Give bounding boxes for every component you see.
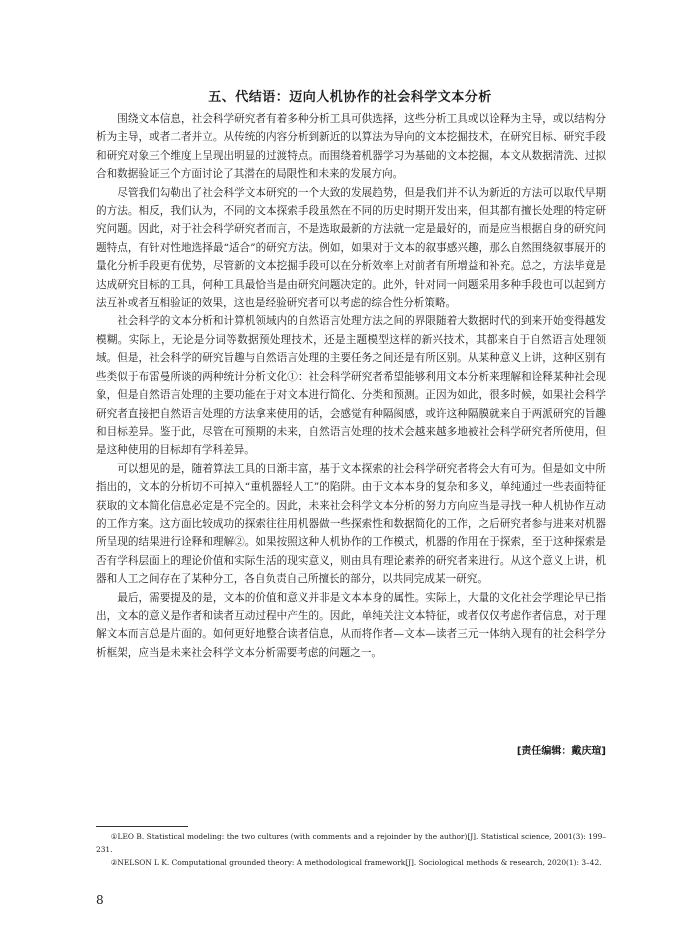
paragraph-2: 尽管我们勾勒出了社会科学文本研究的一个大致的发展趋势，但是我们并不认为新近的方法可以取代早期的方法。相反，我们认为，不同的文本探索手段虽然在不同的历史时期开发出来，但其都有擅长处理的特定研究问题。因此，对于社会科学研究者而言，不是选取最新的方法就一定是最好的，而是应当根据自身的研究问题特点，有针对性地选择最“适合”的研究方法。例如，如果对于文本的叙事感兴趣，那么自然围绕叙事展开的量化分析手段更有优势，尽管新的文本挖掘手段可以在分析效率上对前者有所增益和补充。总之，方法毕竟是达成研究目标的工具，何种工具最恰当是由研究问题决定的。此外，针对同一问题采用多种手段也可以起到方法互补或者互相验证的效果，这也是经验研究者可以考虑的综合性分析策略。 (96, 186, 606, 310)
paragraph-1: 围绕文本信息，社会科学研究者有着多种分析工具可供选择，这些分析工具或以诠释为主导，或以结构分析为主导，或者二者并立。从传统的内容分析到新近的以算法为导向的文本挖掘技术，在研究目标、研究手段和研究对象三个维度上呈现出明显的过渡特点。而围绕着机器学习为基础的文本挖掘，本文从数据清洗、过拟合和数据验证三个方面讨论了其潜在的局限性和未来的发展方向。 (96, 113, 606, 181)
paragraph-5: 最后，需要提及的是，文本的价值和意义并非是文本本身的属性。实际上，大量的文化社会学理论早已指出，文本的意义是作者和读者互动过程中产生的。因此，单纯关注文本特征，或者仅仅考虑作者信息，对于理解文本而言总是片面的。如何更好地整合读者信息，从而将作者—文本—读者三元一体纳入现有的社会科学分析框架，应当是未来社会科学文本分析需要考虑的问题之一。 (96, 591, 606, 659)
page-number: 8 (96, 893, 104, 907)
body-text (96, 110, 606, 662)
editor-credit: [责任编辑：戴庆瑄] (516, 746, 606, 757)
paragraph-4: 可以想见的是，随着算法工具的日渐丰富，基于文本探索的社会科学研究者将会大有可为。但是如文中所指出的，文本的分析切不可掉入“重机器轻人工”的陷阱。由于文本本身的复杂和多义，单纯通过一些表面特征获取的文本简化信息必定是不完全的。因此，未来社会科学文本分析的努力方向应当是寻找一种人机协作互动的工作方案。这方面比较成功的探索往往用机器做一些探索性和数据简化的工作，之后研究者参与进来对机器所呈现的结果进行诠释和理解②。如果按照这种人机协作的工作模式，机器的作用在于探索，至于这种探索是否有学科层面上的理论价值和实际生活的现实意义，则由具有理论素养的研究者来进行。从这个意义上讲，机器和人工之间存在了某种分工，各自负责自己所擅长的部分，以共同完成某一研究。 (96, 462, 606, 586)
footnote-1: ①LEO B. Statistical modeling: the two cultures (with comments and a rejoinder by the author)[J]. Statistical science, 2001(3): 199–231. (96, 832, 606, 854)
section-heading: 五、代结语：迈向人机协作的社会科学文本分析 (208, 90, 492, 105)
footnote-divider (96, 826, 188, 827)
footnote-2: ②NELSON L K. Computational grounded theory: A methodological framework[J]. Sociological methods & research, 2020(1): 3–42. (110, 858, 602, 867)
footnotes (96, 830, 606, 869)
paragraph-3: 社会科学的文本分析和计算机领域内的自然语言处理方法之间的界限随着大数据时代的到来开始变得越发模糊。实际上，无论是分词等数据预处理技术，还是主题模型这样的新兴技术，其都来自于自然语言处理领域。但是，社会科学的研究旨趣与自然语言处理的主要任务之间还是有所区别。从某种意义上讲，这种区别有些类似于布雷曼所谈的两种统计分析文化①：社会科学研究者希望能够利用文本分析来理解和诠释某种社会现象，但是自然语言处理的主要功能在于对文本进行简化、分类和预测。正因为如此，很多时候，如果社会科学研究者直接把自然语言处理的方法拿来使用的话，会感觉有种隔阂感，或许这种隔膜就来自于两派研究的旨趣和目标差异。鉴于此，尽管在可预期的未来，自然语言处理的技术会越来越多地被社会科学研究者所使用，但是这种使用的目标却有学科差异。 (96, 315, 606, 457)
